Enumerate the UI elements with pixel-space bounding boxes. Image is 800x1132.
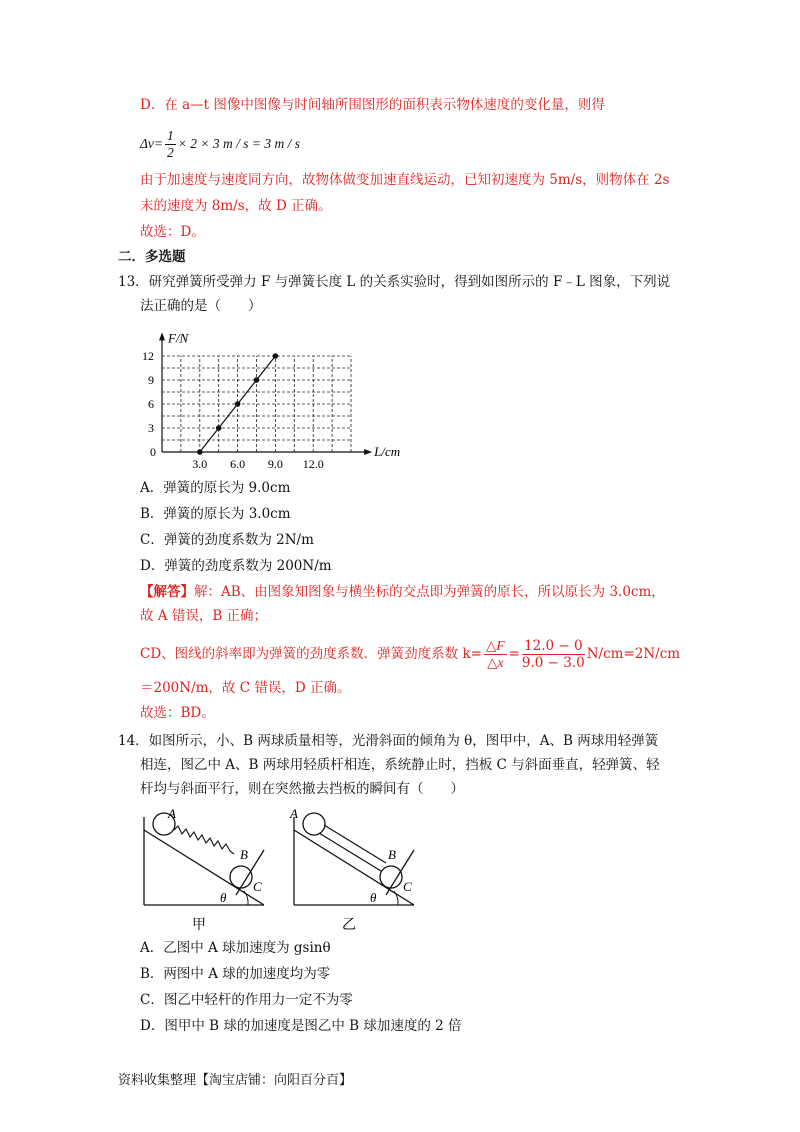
data-point [254,377,260,383]
q13-option-a: A．弹簧的原长为 9.0cm [140,480,291,496]
label-a: A [290,806,298,821]
solution-label: 【解答】 [140,584,194,600]
x-axis-arrow [364,449,372,455]
q13-option-d: D．弹簧的劲度系数为 200N/m [140,558,332,574]
q12-formula [140,124,300,164]
q14-stem-2: 相连，图乙中 A、B 两球用轻质杆相连，系统静止时，挡板 C 与斜面垂直，轻弹簧、轻 [140,757,660,773]
q14-stem-3: 杆均与斜面平行，则在突然撤去挡板的瞬间有（ ） [140,781,464,797]
q13-solution-3 [140,634,680,674]
ball-b [380,866,402,888]
value-fraction [522,638,585,671]
footer: 资料收集整理【淘宝店铺：向阳百分百】 [118,1073,353,1088]
slope-den: △x [487,655,504,670]
q14-option-a: A．乙图中 A 球加速度为 gsinθ [140,940,331,956]
q13-option-c: C．弹簧的劲度系数为 2N/m [140,532,314,548]
ball-a [303,813,325,835]
data-point [235,401,241,407]
q14-option-b: B．两图中 A 球的加速度均为零 [140,966,331,982]
x-tick-label: 3.0 [192,457,208,471]
q13-solution-2: 故 A 错误，B 正确； [140,608,268,624]
solution-text-1: 解：AB、由图象知图象与横坐标的交点即为弹簧的原长，所以原长为 3.0cm， [194,584,665,600]
slope-num: △F [485,638,505,653]
label-c: C [253,879,262,894]
label-b: B [388,847,396,862]
q13-solution-4: ＝200N/m，故 C 错误，D 正确。 [140,680,351,696]
caption-yi: 乙 [342,918,356,933]
q13-option-b: B．弹簧的原长为 3.0cm [140,506,291,522]
solution-3-pre: CD、图线的斜率即为弹簧的劲度系数．弹簧劲度系数 k= [140,646,482,662]
slope-fraction [484,638,507,671]
q13-answer: 故选：BD。 [140,705,215,721]
x-tick-label: 12.0 [302,457,324,471]
section-title: 二．多选题 [118,249,186,265]
rod-top [324,825,386,863]
label-c: C [403,879,412,894]
y-tick-label: 6 [148,397,154,411]
y-axis-label: F/N [168,330,189,346]
q13-solution-1 [140,582,665,602]
spring [174,826,234,854]
solution-3-eq: = [508,646,520,662]
q14-option-d: D．图甲中 B 球的加速度是图乙中 B 球加速度的 2 倍 [140,1018,462,1034]
x-axis-label: L/cm [374,444,401,459]
data-point [216,425,222,431]
q12-explain-1: 由于加速度与速度同方向，故物体做变加速直线运动，已知初速度为 5m/s，则物体在 2s [140,172,670,188]
q12-option-d-line: D．在 a—t 图像中图像与时间轴所围图形的面积表示物体速度的变化量，则得 [140,97,605,113]
solution-3-post: N/cm=2N/cm [586,646,681,662]
figure-jia [144,806,264,933]
label-theta: θ [370,890,377,905]
data-point [197,449,203,455]
value-den: 9.0 − 3.0 [521,655,585,671]
data-point [273,353,279,359]
y-tick-label: 3 [148,421,154,435]
formula-rhs: × 2 × 3 m / s = 3 m / s [177,136,300,151]
incline-figures [130,805,430,935]
q12-answer: 故选：D。 [140,224,205,240]
label-a: A [168,806,176,821]
caption-jia: 甲 [192,918,206,933]
formula-fraction [165,128,176,161]
q12-explain-2: 末的速度为 8m/s，故 D 正确。 [140,198,332,214]
figure-yi [289,806,414,933]
value-num: 12.0 − 0 [522,638,585,655]
formula-den: 2 [167,145,174,160]
x-tick-label: 6.0 [230,457,246,471]
formula-lhs: Δv= [140,136,164,151]
x-tick-label: 9.0 [267,457,283,471]
ball-b [230,866,252,888]
q13-stem-2: 法正确的是（ ） [140,298,262,314]
y-axis-arrow [159,332,165,340]
q14-option-c: C．图乙中轻杆的作用力一定不为零 [140,992,353,1008]
q14-stem-1: 14．如图所示，小、B 两球质量相等，光滑斜面的倾角为 θ，图甲中，A、B 两球用轻弹簧 [118,733,659,749]
origin-label: 0 [150,445,156,459]
q13-stem-1: 13．研究弹簧所受弹力 F 与弹簧长度 L 的关系实验时，得到如图所示的 F﹣L 图象，下列说 [118,274,671,290]
y-tick-label: 9 [148,373,154,387]
label-b: B [240,847,248,862]
formula-num: 1 [167,128,174,143]
y-tick-label: 12 [142,349,154,363]
label-theta: θ [220,890,227,905]
fl-chart [130,322,401,472]
